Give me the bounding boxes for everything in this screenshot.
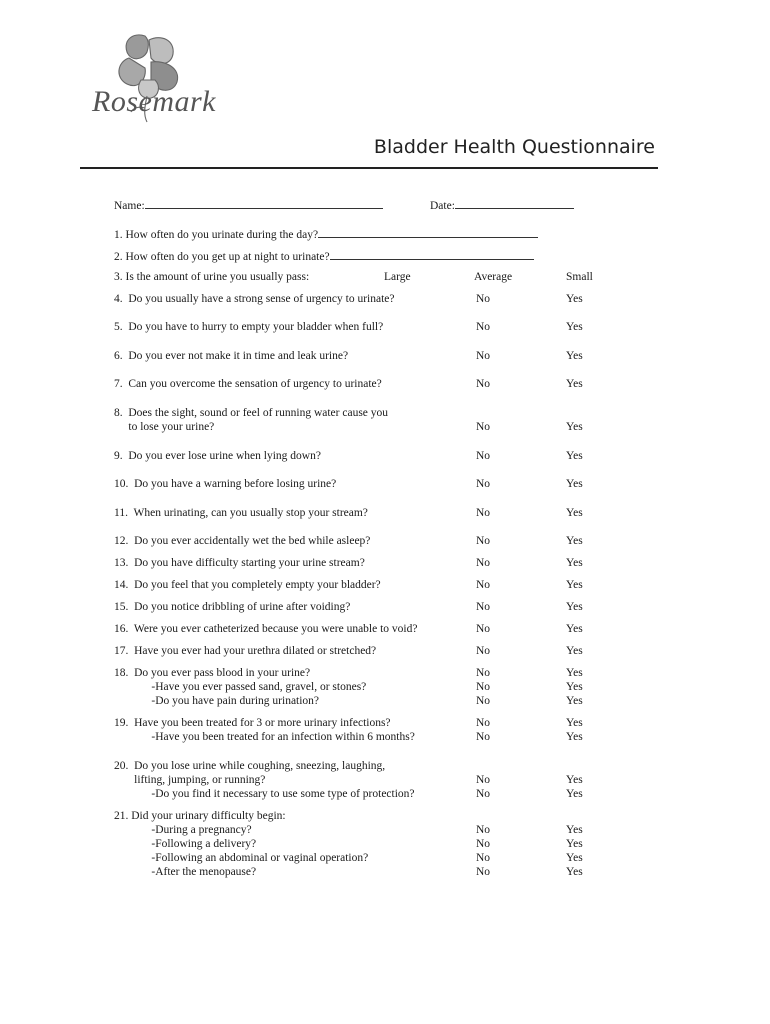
question-14-text: 14. Do you feel that you completely empty your bladder? <box>114 579 381 591</box>
question-3-option-small[interactable]: Small <box>566 271 593 283</box>
question-8-yes-option[interactable]: Yes <box>566 421 583 433</box>
question-12-yes-option[interactable]: Yes <box>566 535 583 547</box>
question-4-yes-option[interactable]: Yes <box>566 293 583 305</box>
question-12-no-option[interactable]: No <box>476 535 491 547</box>
question-11-no-option[interactable]: No <box>476 507 491 519</box>
question-13-text: 13. Do you have difficulty starting your urine stream? <box>114 557 365 569</box>
question-13-no-option[interactable]: No <box>476 557 491 569</box>
question-17-text: 17. Have you ever had your urethra dilated or stretched? <box>114 645 377 657</box>
question-3-option-average[interactable]: Average <box>474 271 513 283</box>
question-6-yes-option[interactable]: Yes <box>566 350 583 362</box>
question-18-yes-option[interactable]: Yes Yes Yes <box>566 667 583 707</box>
logo-wordmark: Rosemark <box>92 85 216 118</box>
question-2-text: 2. How often do you get up at night to urinate? <box>114 251 330 263</box>
question-3-option-large[interactable]: Large <box>384 271 411 283</box>
question-8-no-option[interactable]: No <box>476 421 491 433</box>
question-11-text: 11. When urinating, can you usually stop your stream? <box>114 507 368 519</box>
question-20-text: 20. Do you lose urine while coughing, sneezing, laughing, lifting, jumping, or running? -Do you find it necessary to use some type of protection? <box>114 760 415 800</box>
date-label: Date: <box>430 200 455 212</box>
question-7-no-option[interactable]: No <box>476 378 491 390</box>
question-9-yes-option[interactable]: Yes <box>566 450 583 462</box>
question-16-yes-option[interactable]: Yes <box>566 623 583 635</box>
question-19-yes-option[interactable]: Yes Yes <box>566 717 583 743</box>
question-17-yes-option[interactable]: Yes <box>566 645 583 657</box>
question-17-no-option[interactable]: No <box>476 645 491 657</box>
date-field-row <box>430 198 574 212</box>
question-4-text: 4. Do you usually have a strong sense of urgency to urinate? <box>114 293 395 305</box>
question-21-text: 21. Did your urinary difficulty begin: -During a pregnancy? -Following a delivery? -Following an abdominal or vaginal operation? -After the menopause? <box>114 810 369 878</box>
page-title: Bladder Health Questionnaire <box>373 136 655 158</box>
question-10-yes-option[interactable]: Yes <box>566 478 583 490</box>
question-14-no-option[interactable]: No <box>476 579 491 591</box>
question-16-text: 16. Were you ever catheterized because you were unable to void? <box>114 623 418 635</box>
question-1 <box>114 227 538 241</box>
question-10-no-option[interactable]: No <box>476 478 491 490</box>
question-14-yes-option[interactable]: Yes <box>566 579 583 591</box>
question-5-no-option[interactable]: No <box>476 321 491 333</box>
question-18-no-option[interactable]: No No No <box>476 667 491 707</box>
question-5-text: 5. Do you have to hurry to empty your bladder when full? <box>114 321 384 333</box>
name-input-line[interactable] <box>145 198 383 209</box>
question-7-text: 7. Can you overcome the sensation of urgency to urinate? <box>114 378 382 390</box>
question-3-text: 3. Is the amount of urine you usually pass: <box>114 271 310 283</box>
question-15-yes-option[interactable]: Yes <box>566 601 583 613</box>
question-2 <box>114 249 534 263</box>
question-6-text: 6. Do you ever not make it in time and leak urine? <box>114 350 349 362</box>
name-field-row <box>114 198 383 212</box>
question-20-yes-option[interactable]: Yes Yes <box>566 774 583 800</box>
question-6-no-option[interactable]: No <box>476 350 491 362</box>
question-7-yes-option[interactable]: Yes <box>566 378 583 390</box>
question-19-text: 19. Have you been treated for 3 or more urinary infections? -Have you been treated for an infection within 6 months? <box>114 717 415 743</box>
question-10-text: 10. Do you have a warning before losing urine? <box>114 478 337 490</box>
question-15-no-option[interactable]: No <box>476 601 491 613</box>
question-12-text: 12. Do you ever accidentally wet the bed while asleep? <box>114 535 371 547</box>
question-9-text: 9. Do you ever lose urine when lying down? <box>114 450 321 462</box>
question-21-yes-option[interactable]: Yes Yes Yes Yes <box>566 824 583 878</box>
question-13-yes-option[interactable]: Yes <box>566 557 583 569</box>
date-input-line[interactable] <box>455 198 574 209</box>
question-1-answer-line[interactable] <box>318 227 538 238</box>
question-20-no-option[interactable]: No No <box>476 774 491 800</box>
question-4-no-option[interactable]: No <box>476 293 491 305</box>
question-8-text: 8. Does the sight, sound or feel of running water cause you to lose your urine? <box>114 407 389 433</box>
title-divider <box>80 167 658 169</box>
question-16-no-option[interactable]: No <box>476 623 491 635</box>
question-21-no-option[interactable]: No No No No <box>476 824 491 878</box>
name-label: Name: <box>114 200 145 212</box>
question-19-no-option[interactable]: No No <box>476 717 491 743</box>
question-11-yes-option[interactable]: Yes <box>566 507 583 519</box>
question-1-text: 1. How often do you urinate during the day? <box>114 229 319 241</box>
question-2-answer-line[interactable] <box>330 249 534 260</box>
question-9-no-option[interactable]: No <box>476 450 491 462</box>
question-18-text: 18. Do you ever pass blood in your urine? -Have you ever passed sand, gravel, or stones? -Do you have pain during urination? <box>114 667 367 707</box>
question-15-text: 15. Do you notice dribbling of urine after voiding? <box>114 601 351 613</box>
question-5-yes-option[interactable]: Yes <box>566 321 583 333</box>
